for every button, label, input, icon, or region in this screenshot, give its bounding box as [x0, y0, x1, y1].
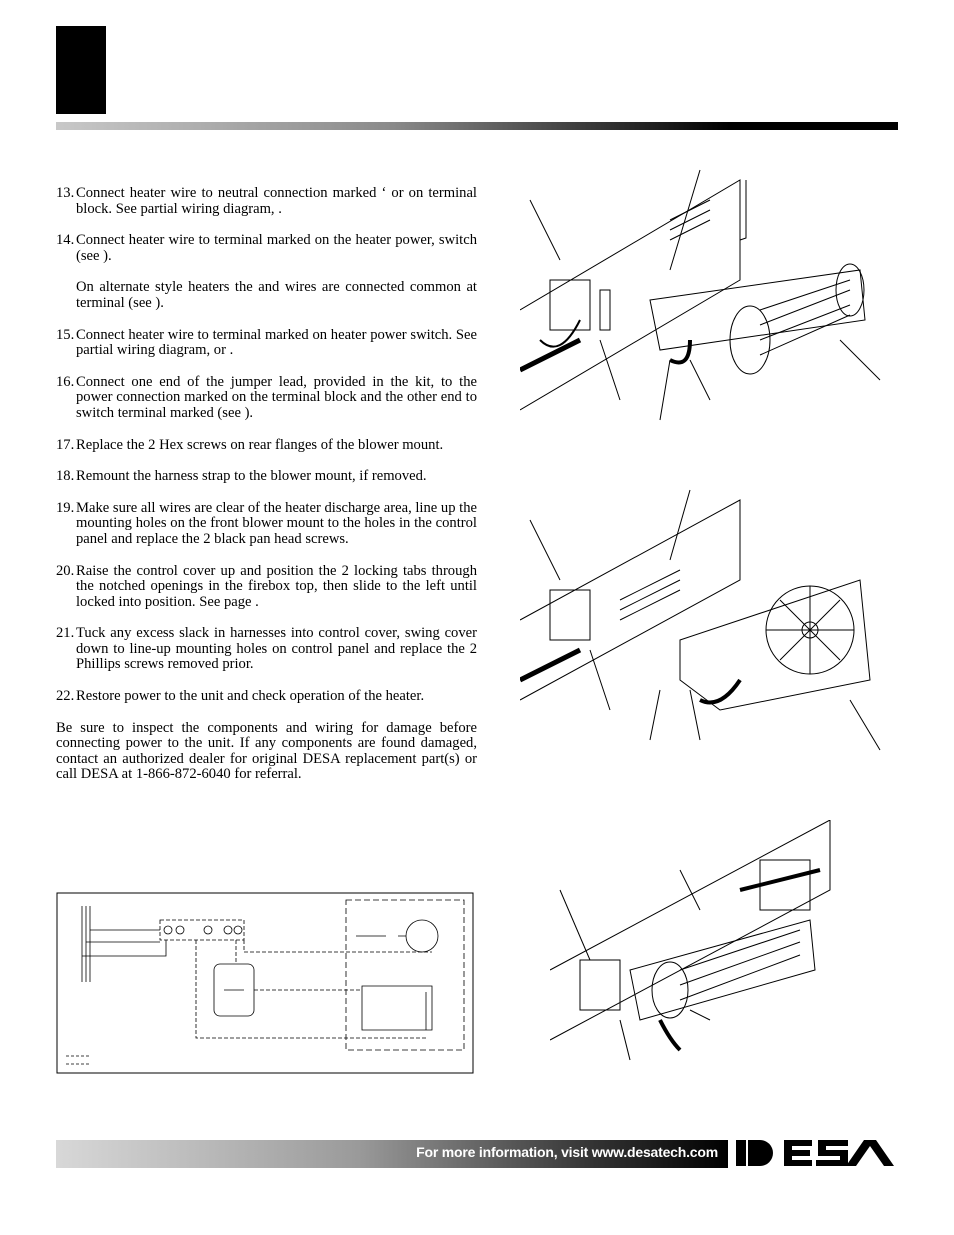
step-text: Tuck any excess slack in harnesses into control cover, swing cover down to line-up mounting holes on control panel and replace the 2 Phillips screws removed prior. [76, 625, 477, 673]
footer-website-text[interactable]: For more information, visit www.desatech.com [416, 1144, 718, 1160]
step-number: 20. [56, 562, 75, 579]
wiring-diagram [56, 892, 474, 1074]
step-number: 22. [56, 688, 75, 705]
step-number: 15. [56, 326, 75, 343]
step-text: Connect heater wire to terminal marked on the heater power, switch (see ). [76, 232, 477, 264]
step-number: 16. [56, 373, 75, 390]
step-15 [56, 328, 477, 359]
step-text: Make sure all wires are clear of the heater discharge area, line up the mounting holes on the front blower mount to the holes in the control panel and replace the 2 black pan head screws. [76, 499, 477, 547]
step-number: 13. [56, 185, 75, 201]
step-22 [56, 689, 477, 705]
section-tab [56, 26, 106, 114]
step-14 [56, 233, 477, 264]
blower-install-figure-1 [520, 160, 890, 430]
step-number: 17. [56, 436, 75, 453]
step-20 [56, 564, 477, 611]
blower-install-figure-3 [550, 820, 840, 1070]
caution-text: Be sure to inspect the components and wiring for damage before connecting power to the unit. If any components are found damaged, contact an authorized dealer for original DESA replacement part(s) or call DESA at 1-866-872-6040 for referral. [56, 719, 477, 783]
step-16 [56, 375, 477, 422]
step-13 [56, 186, 477, 217]
step-text: Connect heater wire to terminal marked on heater power switch. See partial wiring diagram, or . [76, 326, 477, 359]
step-text: Replace the 2 Hex screws on rear flanges of the blower mount. [76, 436, 444, 453]
step-text: Connect one end of the jumper lead, provided in the kit, to the power connection marked on the terminal block and the other end to switch terminal marked (see ). [76, 373, 477, 421]
alternate-style-note: On alternate style heaters the and wires are connected common at terminal (see ). [76, 279, 477, 311]
step-number: 21. [56, 625, 75, 642]
step-17 [56, 438, 477, 454]
desa-logo [736, 1136, 896, 1170]
header-rule [56, 122, 898, 130]
step-text: Connect heater wire to neutral connection marked ‘ or on terminal block. See partial wiring diagram, . [76, 185, 477, 217]
footer-bar [56, 1140, 728, 1168]
step-number: 18. [56, 468, 75, 485]
blower-install-figure-2 [520, 480, 890, 760]
step-text: Restore power to the unit and check operation of the heater. [76, 688, 425, 705]
step-19 [56, 501, 477, 548]
step-number: 19. [56, 499, 75, 516]
step-text: Remount the harness strap to the blower mount, if removed. [76, 468, 427, 485]
step-21 [56, 626, 477, 673]
step-number: 14. [56, 232, 75, 249]
instructions-column [56, 186, 477, 783]
step-18 [56, 469, 477, 485]
step-text: Raise the control cover up and position the 2 locking tabs through the notched openings in the firebox top, then slide to the left until locked into position. See page . [76, 562, 477, 610]
